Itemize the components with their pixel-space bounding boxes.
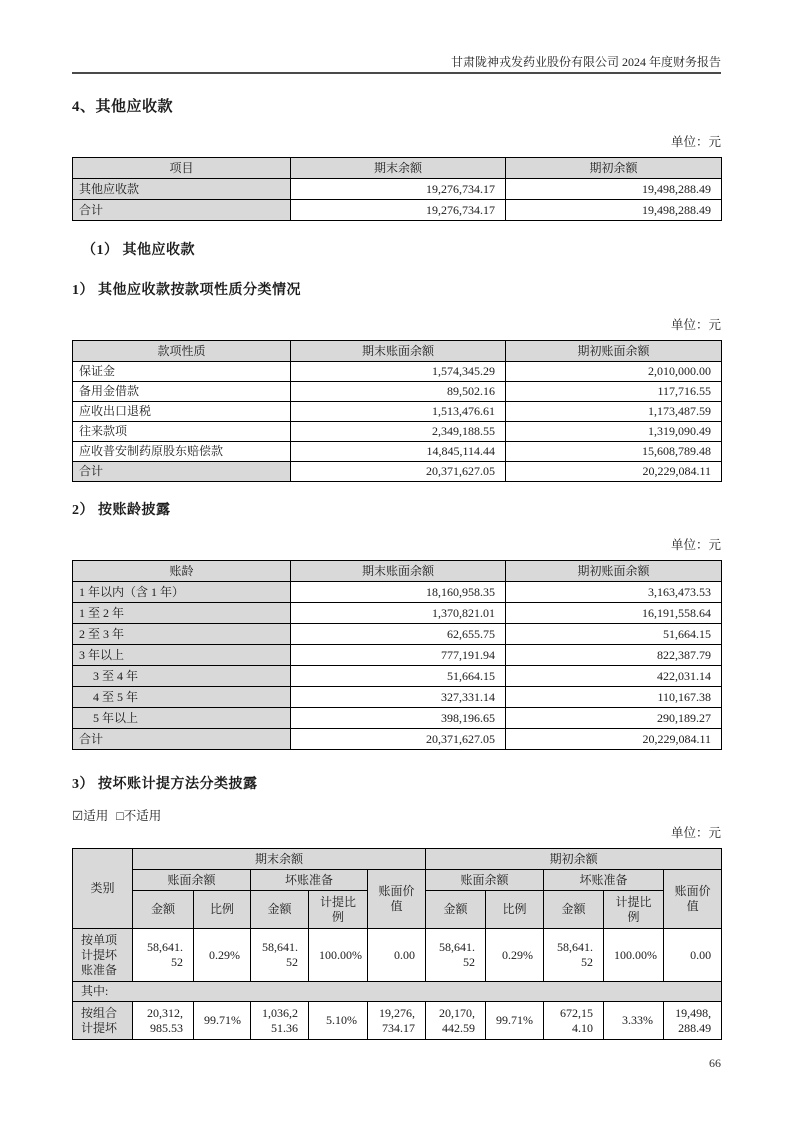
ending-value: 20,371,627.05	[291, 462, 506, 482]
table-row	[73, 362, 722, 382]
header-ratio: 比例	[486, 891, 544, 929]
table-row	[73, 582, 722, 603]
row-label: 往来款项	[73, 422, 291, 442]
row-label: 2 至 3 年	[73, 624, 291, 645]
header-aging: 账龄	[73, 561, 291, 582]
row-label: 4 至 5 年	[73, 687, 291, 708]
header-book-balance: 账面余额	[133, 870, 251, 891]
table-row	[73, 645, 722, 666]
beginning-balance-value: 19,498,288.49	[506, 179, 722, 200]
row-label: 按组合计提坏	[73, 1002, 133, 1040]
cell-value: 58,641.52	[133, 929, 194, 982]
cell-value: 0.29%	[194, 929, 251, 982]
beginning-value: 117,716.55	[506, 382, 722, 402]
header-ending-book-balance: 期末账面余额	[291, 561, 506, 582]
beginning-value: 422,031.14	[506, 666, 722, 687]
table-row	[73, 666, 722, 687]
cell-value: 99.71%	[194, 1002, 251, 1040]
ending-value: 777,191.94	[291, 645, 506, 666]
cell-value: 0.29%	[486, 929, 544, 982]
header-ending-balance: 期末余额	[291, 158, 506, 179]
row-label: 3 至 4 年	[73, 666, 291, 687]
cell-value: 100.00%	[309, 929, 368, 982]
table-row-including	[73, 982, 722, 1002]
header-provision-ratio: 计提比例	[604, 891, 664, 929]
aging-disclosure-table	[72, 560, 722, 750]
cell-value: 0.00	[368, 929, 426, 982]
checkbox-not-applicable: □不适用	[116, 809, 162, 823]
beginning-value: 3,163,473.53	[506, 582, 722, 603]
unit-label: 单位：元	[670, 318, 721, 332]
unit-label: 单位：元	[670, 826, 721, 840]
header-carrying-value: 账面价值	[664, 870, 722, 929]
header-beginning-book-balance: 期初账面余额	[506, 561, 722, 582]
row-label: 应收普安制药原股东赔偿款	[73, 442, 291, 462]
cell-value: 58,641.52	[544, 929, 604, 982]
row-label: 应收出口退税	[73, 402, 291, 422]
cell-value: 58,641.52	[426, 929, 486, 982]
header-item: 项目	[73, 158, 291, 179]
row-label: 其他应收款	[73, 179, 291, 200]
header-beginning-book-balance: 期初账面余额	[506, 341, 722, 362]
ending-value: 1,574,345.29	[291, 362, 506, 382]
table-row-total	[73, 462, 722, 482]
row-label: 1 年以内（含 1 年）	[73, 582, 291, 603]
section-title-other-receivables: 4、其他应收款	[72, 99, 174, 115]
header-category: 类别	[73, 849, 133, 929]
bad-debt-method-table	[72, 848, 722, 1040]
table-row	[73, 603, 722, 624]
page-number: 66	[709, 1056, 721, 1070]
cell-value: 672,154.10	[544, 1002, 604, 1040]
part2-title: 2） 按账龄披露	[72, 503, 171, 518]
cell-value: 5.10%	[309, 1002, 368, 1040]
beginning-value: 20,229,084.11	[506, 462, 722, 482]
header-nature: 款项性质	[73, 341, 291, 362]
ending-value: 2,349,188.55	[291, 422, 506, 442]
cell-value: 99.71%	[486, 1002, 544, 1040]
ending-value: 62,655.75	[291, 624, 506, 645]
table-row-total	[73, 200, 722, 221]
header-ratio: 比例	[194, 891, 251, 929]
header-amount: 金额	[133, 891, 194, 929]
header-ending-book-balance: 期末账面余额	[291, 341, 506, 362]
cell-value: 19,498,288.49	[664, 1002, 722, 1040]
table-row	[73, 442, 722, 462]
cell-value: 0.00	[664, 929, 722, 982]
table-row-portfolio-provision	[73, 1002, 722, 1040]
beginning-value: 2,010,000.00	[506, 362, 722, 382]
other-receivables-summary-table	[72, 157, 722, 221]
table-row	[73, 179, 722, 200]
beginning-value: 822,387.79	[506, 645, 722, 666]
ending-value: 89,502.16	[291, 382, 506, 402]
beginning-value: 15,608,789.48	[506, 442, 722, 462]
ending-value: 398,196.65	[291, 708, 506, 729]
header-carrying-value: 账面价值	[368, 870, 426, 929]
cell-value: 3.33%	[604, 1002, 664, 1040]
beginning-value: 16,191,558.64	[506, 603, 722, 624]
table-row	[73, 382, 722, 402]
ending-value: 20,371,627.05	[291, 729, 506, 750]
table-row	[73, 624, 722, 645]
row-label: 合计	[73, 200, 291, 221]
header-book-balance: 账面余额	[426, 870, 544, 891]
cell-value: 1,036,251.36	[251, 1002, 309, 1040]
table-row-individual-provision	[73, 929, 722, 982]
ending-value: 1,513,476.61	[291, 402, 506, 422]
applicability-line	[72, 809, 721, 824]
table-row	[73, 687, 722, 708]
table-row-total	[73, 729, 722, 750]
row-label: 按单项计提坏账准备	[73, 929, 133, 982]
checkbox-applicable: ☑适用	[72, 809, 109, 823]
nature-classification-table	[72, 340, 722, 482]
cell-value: 20,170,442.59	[426, 1002, 486, 1040]
part1-title: 1） 其他应收款按款项性质分类情况	[72, 283, 301, 298]
beginning-balance-value: 19,498,288.49	[506, 200, 722, 221]
cell-value: 19,276,734.17	[368, 1002, 426, 1040]
ending-value: 327,331.14	[291, 687, 506, 708]
subsection-title: （1） 其他应收款	[82, 243, 195, 258]
cell-value: 100.00%	[604, 929, 664, 982]
unit-label: 单位：元	[670, 135, 721, 149]
row-label: 5 年以上	[73, 708, 291, 729]
beginning-value: 1,319,090.49	[506, 422, 722, 442]
table-header-row-2	[73, 870, 722, 891]
table-header-row-1	[73, 849, 722, 870]
table-header-row	[73, 158, 722, 179]
table-header-row	[73, 561, 722, 582]
beginning-value: 51,664.15	[506, 624, 722, 645]
ending-value: 18,160,958.35	[291, 582, 506, 603]
ending-value: 14,845,114.44	[291, 442, 506, 462]
row-label: 其中:	[73, 982, 722, 1002]
header-amount: 金额	[251, 891, 309, 929]
document-title: 甘肃陇神戎发药业股份有限公司 2024 年度财务报告	[450, 55, 721, 69]
beginning-value: 1,173,487.59	[506, 402, 722, 422]
table-row	[73, 402, 722, 422]
document-header	[72, 0, 721, 74]
row-label: 合计	[73, 729, 291, 750]
table-row	[73, 422, 722, 442]
header-amount: 金额	[426, 891, 486, 929]
cell-value: 58,641.52	[251, 929, 309, 982]
beginning-value: 20,229,084.11	[506, 729, 722, 750]
header-provision-ratio: 计提比例	[309, 891, 368, 929]
ending-balance-value: 19,276,734.17	[291, 200, 506, 221]
part3-title: 3） 按坏账计提方法分类披露	[72, 777, 258, 792]
cell-value: 20,312,985.53	[133, 1002, 194, 1040]
header-beginning-balance: 期初余额	[506, 158, 722, 179]
header-ending-balance-group: 期末余额	[133, 849, 426, 870]
row-label: 保证金	[73, 362, 291, 382]
unit-label: 单位：元	[670, 538, 721, 552]
header-amount: 金额	[544, 891, 604, 929]
beginning-value: 110,167.38	[506, 687, 722, 708]
ending-balance-value: 19,276,734.17	[291, 179, 506, 200]
row-label: 1 至 2 年	[73, 603, 291, 624]
table-row	[73, 708, 722, 729]
table-header-row	[73, 341, 722, 362]
header-bad-debt-provision: 坏账准备	[251, 870, 368, 891]
ending-value: 51,664.15	[291, 666, 506, 687]
row-label: 合计	[73, 462, 291, 482]
header-beginning-balance-group: 期初余额	[426, 849, 722, 870]
header-bad-debt-provision: 坏账准备	[544, 870, 664, 891]
ending-value: 1,370,821.01	[291, 603, 506, 624]
row-label: 备用金借款	[73, 382, 291, 402]
row-label: 3 年以上	[73, 645, 291, 666]
beginning-value: 290,189.27	[506, 708, 722, 729]
